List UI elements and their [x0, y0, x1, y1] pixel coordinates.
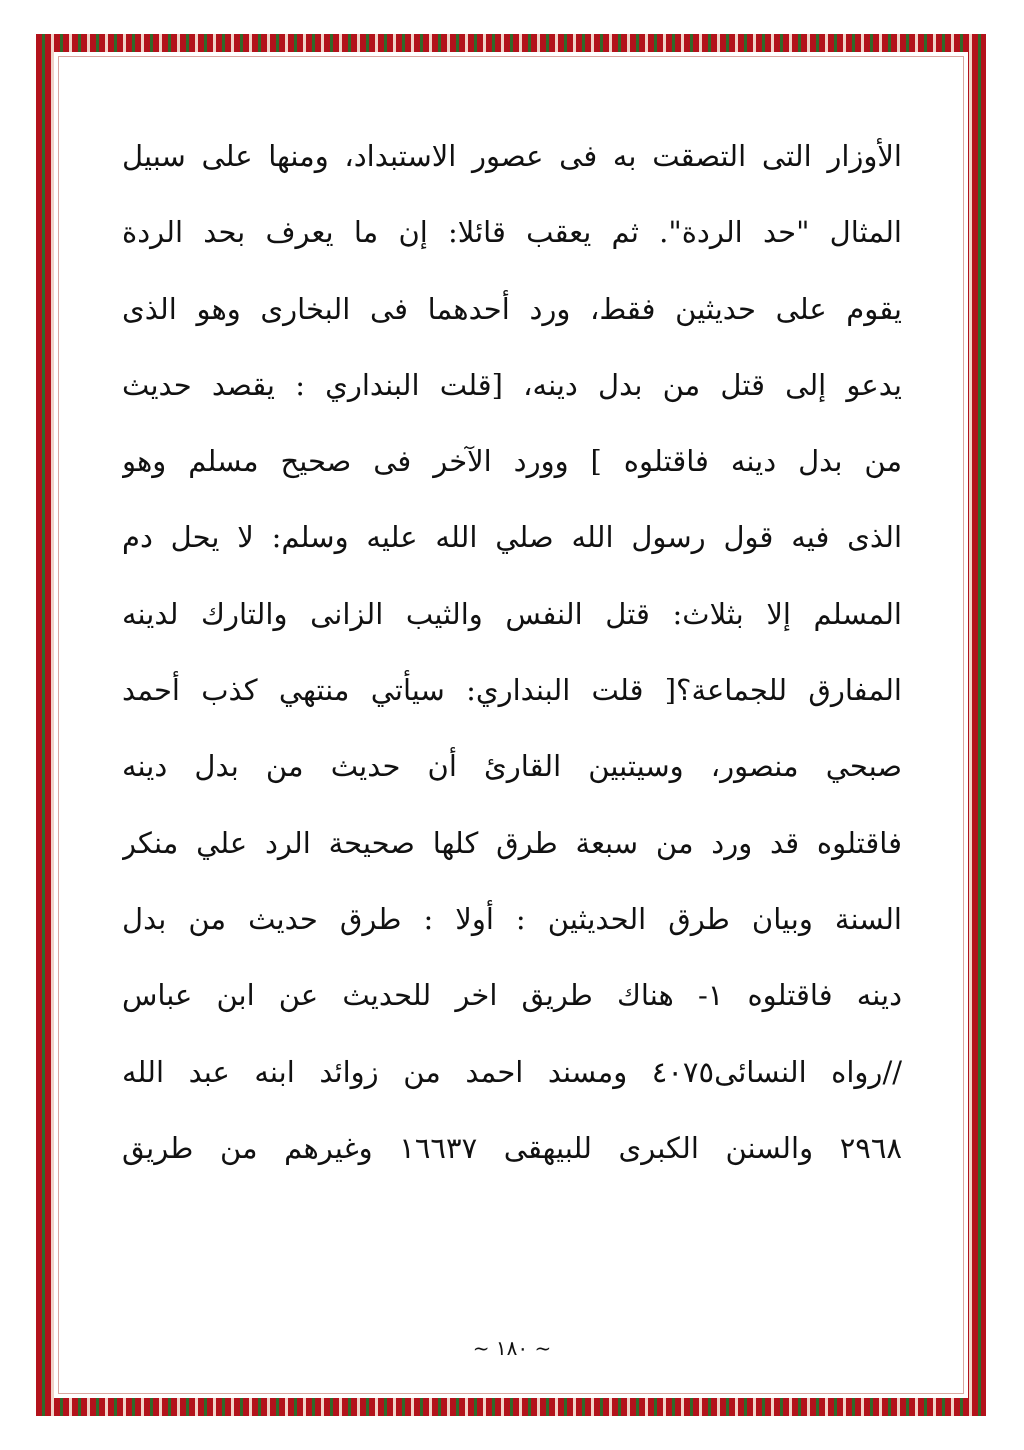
text-line: يدعو إلى قتل من بدل دينه، [قلت البنداري : يقصد حديث: [122, 367, 902, 402]
text-line: يقوم على حديثين فقط، ورد أحدهما فى البخارى وهو الذى: [122, 291, 902, 326]
text-line: صبحي منصور، وسيتبين القارئ أن حديث من بدل دينه: [122, 749, 902, 784]
text-line: السنة وبيان طرق الحديثين : أولا : طرق حديث من بدل: [122, 901, 902, 936]
text-line: الأوزار التى التصقت به فى عصور الاستبداد، ومنها على سبيل: [122, 139, 902, 173]
text-line: من بدل دينه فاقتلوه ] وورد الآخر فى صحيح مسلم وهو: [122, 444, 902, 479]
text-line: المثال "حد الردة". ثم يعقب قائلا: إن ما يعرف بحد الردة: [122, 215, 902, 250]
body-text: [122, 118, 902, 1186]
text-line: ٢٩٦٨ والسنن الكبرى للبيهقى ١٦٦٣٧ وغيرهم من طريق: [122, 1130, 902, 1165]
text-line: //رواه النسائى٤٠٧٥ ومسند احمد من زوائد ابنه عبد الله: [122, 1054, 902, 1089]
text-line: الذى فيه قول رسول الله صلي الله عليه وسلم: لا يحل دم: [122, 520, 902, 555]
text-line: دينه فاقتلوه ١- هناك طريق اخر للحديث عن ابن عباس: [122, 978, 902, 1013]
text-line: فاقتلوه قد ورد من سبعة طرق كلها صحيحة الرد علي منكر: [122, 825, 902, 860]
text-line: المسلم إلا بثلاث: قتل النفس والثيب الزانى والتارك لدينه: [122, 596, 902, 631]
page-number: ~ ١٨٠ ~: [472, 1336, 552, 1360]
text-line: المفارق للجماعة؟[ قلت البنداري: سيأتي منتهي كذب أحمد: [122, 673, 902, 708]
